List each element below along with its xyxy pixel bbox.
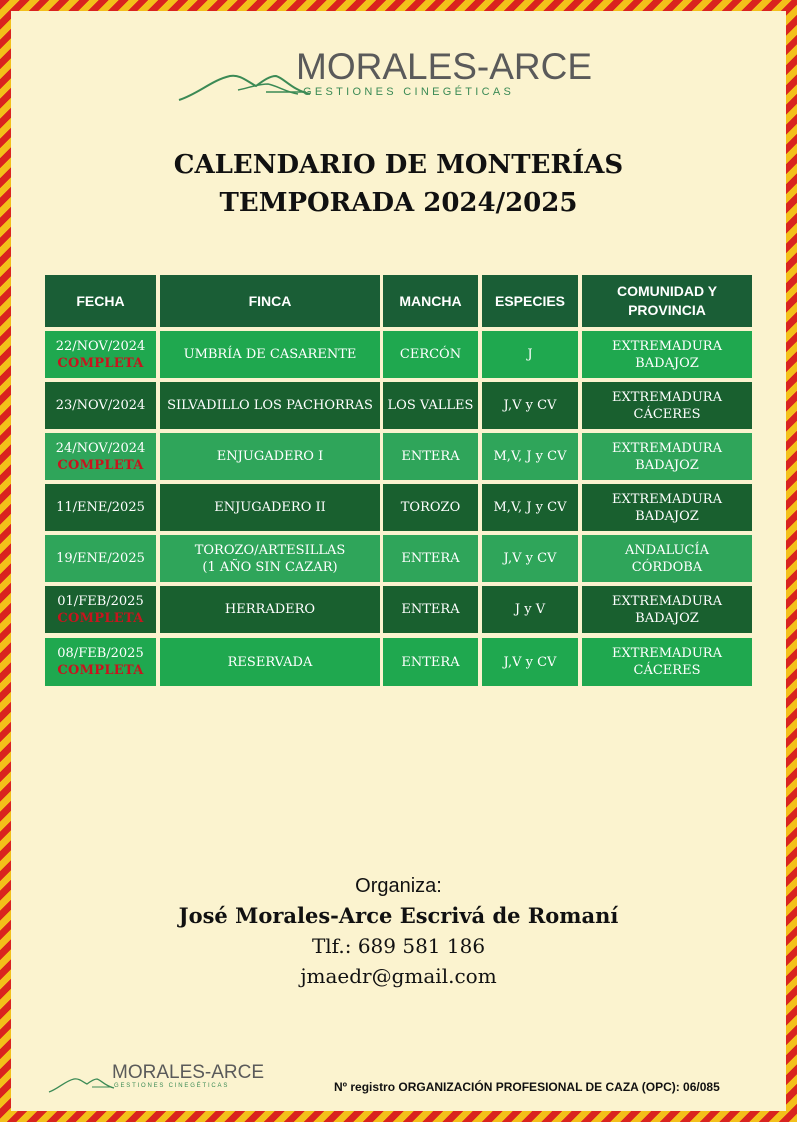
table-row-fecha [45,382,156,429]
comunidad-text: ANDALUCÍA [625,542,709,558]
table-row-especies: J,V y CV [482,535,578,582]
table-row-finca: RESERVADA [160,638,380,686]
table-row-fecha [45,638,156,686]
brand-name: MORALES-ARCE [296,46,593,87]
header-finca: FINCA [160,275,380,327]
table-row-mancha: ENTERA [383,433,478,480]
finca-note: (1 AÑO SIN CAZAR) [202,559,338,575]
status-badge: COMPLETA [57,663,144,678]
provincia-text: CÁCERES [633,663,701,678]
table-row-comunidad [582,382,752,429]
organizer-email: jmaedr@gmail.com [300,964,497,988]
table-row-finca [160,535,380,582]
page-title: CALENDARIO DE MONTERÍAS [173,150,624,180]
status-badge: COMPLETA [57,355,144,371]
table-row-especies: J [482,331,578,378]
header-mancha: MANCHA [383,275,478,327]
status-badge: COMPLETA [57,457,144,473]
header-fecha: FECHA [45,275,156,327]
table-row-mancha: ENTERA [383,586,478,633]
fecha-text: 22/NOV/2024 [55,338,146,354]
header-especies: ESPECIES [482,275,578,327]
fecha-text: 11/ENE/2025 [56,500,145,515]
table-row-comunidad [582,484,752,531]
provincia-text: BADAJOZ [635,610,699,626]
table-row-fecha [45,535,156,582]
table-row-finca: ENJUGADERO II [160,484,380,531]
table-row-especies: M,V, J y CV [482,484,578,531]
comunidad-text: EXTREMADURA [612,389,722,405]
table-row-comunidad [582,638,752,686]
provincia-text: BADAJOZ [635,457,699,473]
header-comunidad: COMUNIDAD Y PROVINCIA [582,275,752,327]
comunidad-text: EXTREMADURA [612,593,722,609]
organiza-label: Organiza: [355,875,442,897]
brand-subtitle: GESTIONES CINEGÉTICAS [303,86,515,98]
table-row-mancha: CERCÓN [383,331,478,378]
table-row-finca: UMBRÍA DE CASARENTE [160,331,380,378]
table-row-comunidad [582,433,752,480]
comunidad-text: EXTREMADURA [612,440,722,456]
provincia-text: CÓRDOBA [631,559,703,575]
comunidad-text: EXTREMADURA [612,646,722,661]
table-row-comunidad [582,331,752,378]
table-row-mancha: TOROZO [383,484,478,531]
provincia-text: BADAJOZ [635,508,699,524]
finca-text: TOROZO/ARTESILLAS [194,542,346,558]
table-row-especies: M,V, J y CV [482,433,578,480]
fecha-text: 01/FEB/2025 [57,593,144,609]
page-subtitle: TEMPORADA 2024/2025 [219,188,578,218]
fecha-text: 23/NOV/2024 [55,398,146,413]
registro-text: Nº registro ORGANIZACIÓN PROFESIONAL DE CAZA (OPC): 06/085 [334,1080,720,1094]
table-row-fecha [45,586,156,633]
organizer-name: José Morales-Arce Escrivá de Romaní [178,903,619,928]
table-row-comunidad [582,535,752,582]
table-row-mancha: ENTERA [383,638,478,686]
mountain-logo-icon [48,1062,118,1096]
table-row-fecha [45,331,156,378]
table-row-finca: HERRADERO [160,586,380,633]
table-row-finca: ENJUGADERO I [160,433,380,480]
status-badge: COMPLETA [57,610,144,626]
table-row-fecha [45,433,156,480]
table-row-especies: J,V y CV [482,638,578,686]
comunidad-text: EXTREMADURA [612,338,722,354]
brand-logo-small [48,1062,268,1096]
table-row-finca: SILVADILLO LOS PACHORRAS [160,382,380,429]
provincia-text: BADAJOZ [635,355,699,371]
table-row-mancha: LOS VALLES [383,382,478,429]
table-row-mancha: ENTERA [383,535,478,582]
table-row-especies: J,V y CV [482,382,578,429]
table-row-fecha [45,484,156,531]
organizer-phone: Tlf.: 689 581 186 [311,934,486,958]
brand-logo [178,46,598,108]
fecha-text: 24/NOV/2024 [55,440,146,456]
table-row-especies: J y V [482,586,578,633]
comunidad-text: EXTREMADURA [612,491,722,507]
fecha-text: 19/ENE/2025 [56,551,145,566]
fecha-text: 08/FEB/2025 [57,646,144,661]
brand-name: MORALES-ARCE [112,1062,265,1083]
brand-subtitle: GESTIONES CINEGÉTICAS [114,1083,230,1089]
table-row-comunidad [582,586,752,633]
provincia-text: CÁCERES [633,406,701,422]
